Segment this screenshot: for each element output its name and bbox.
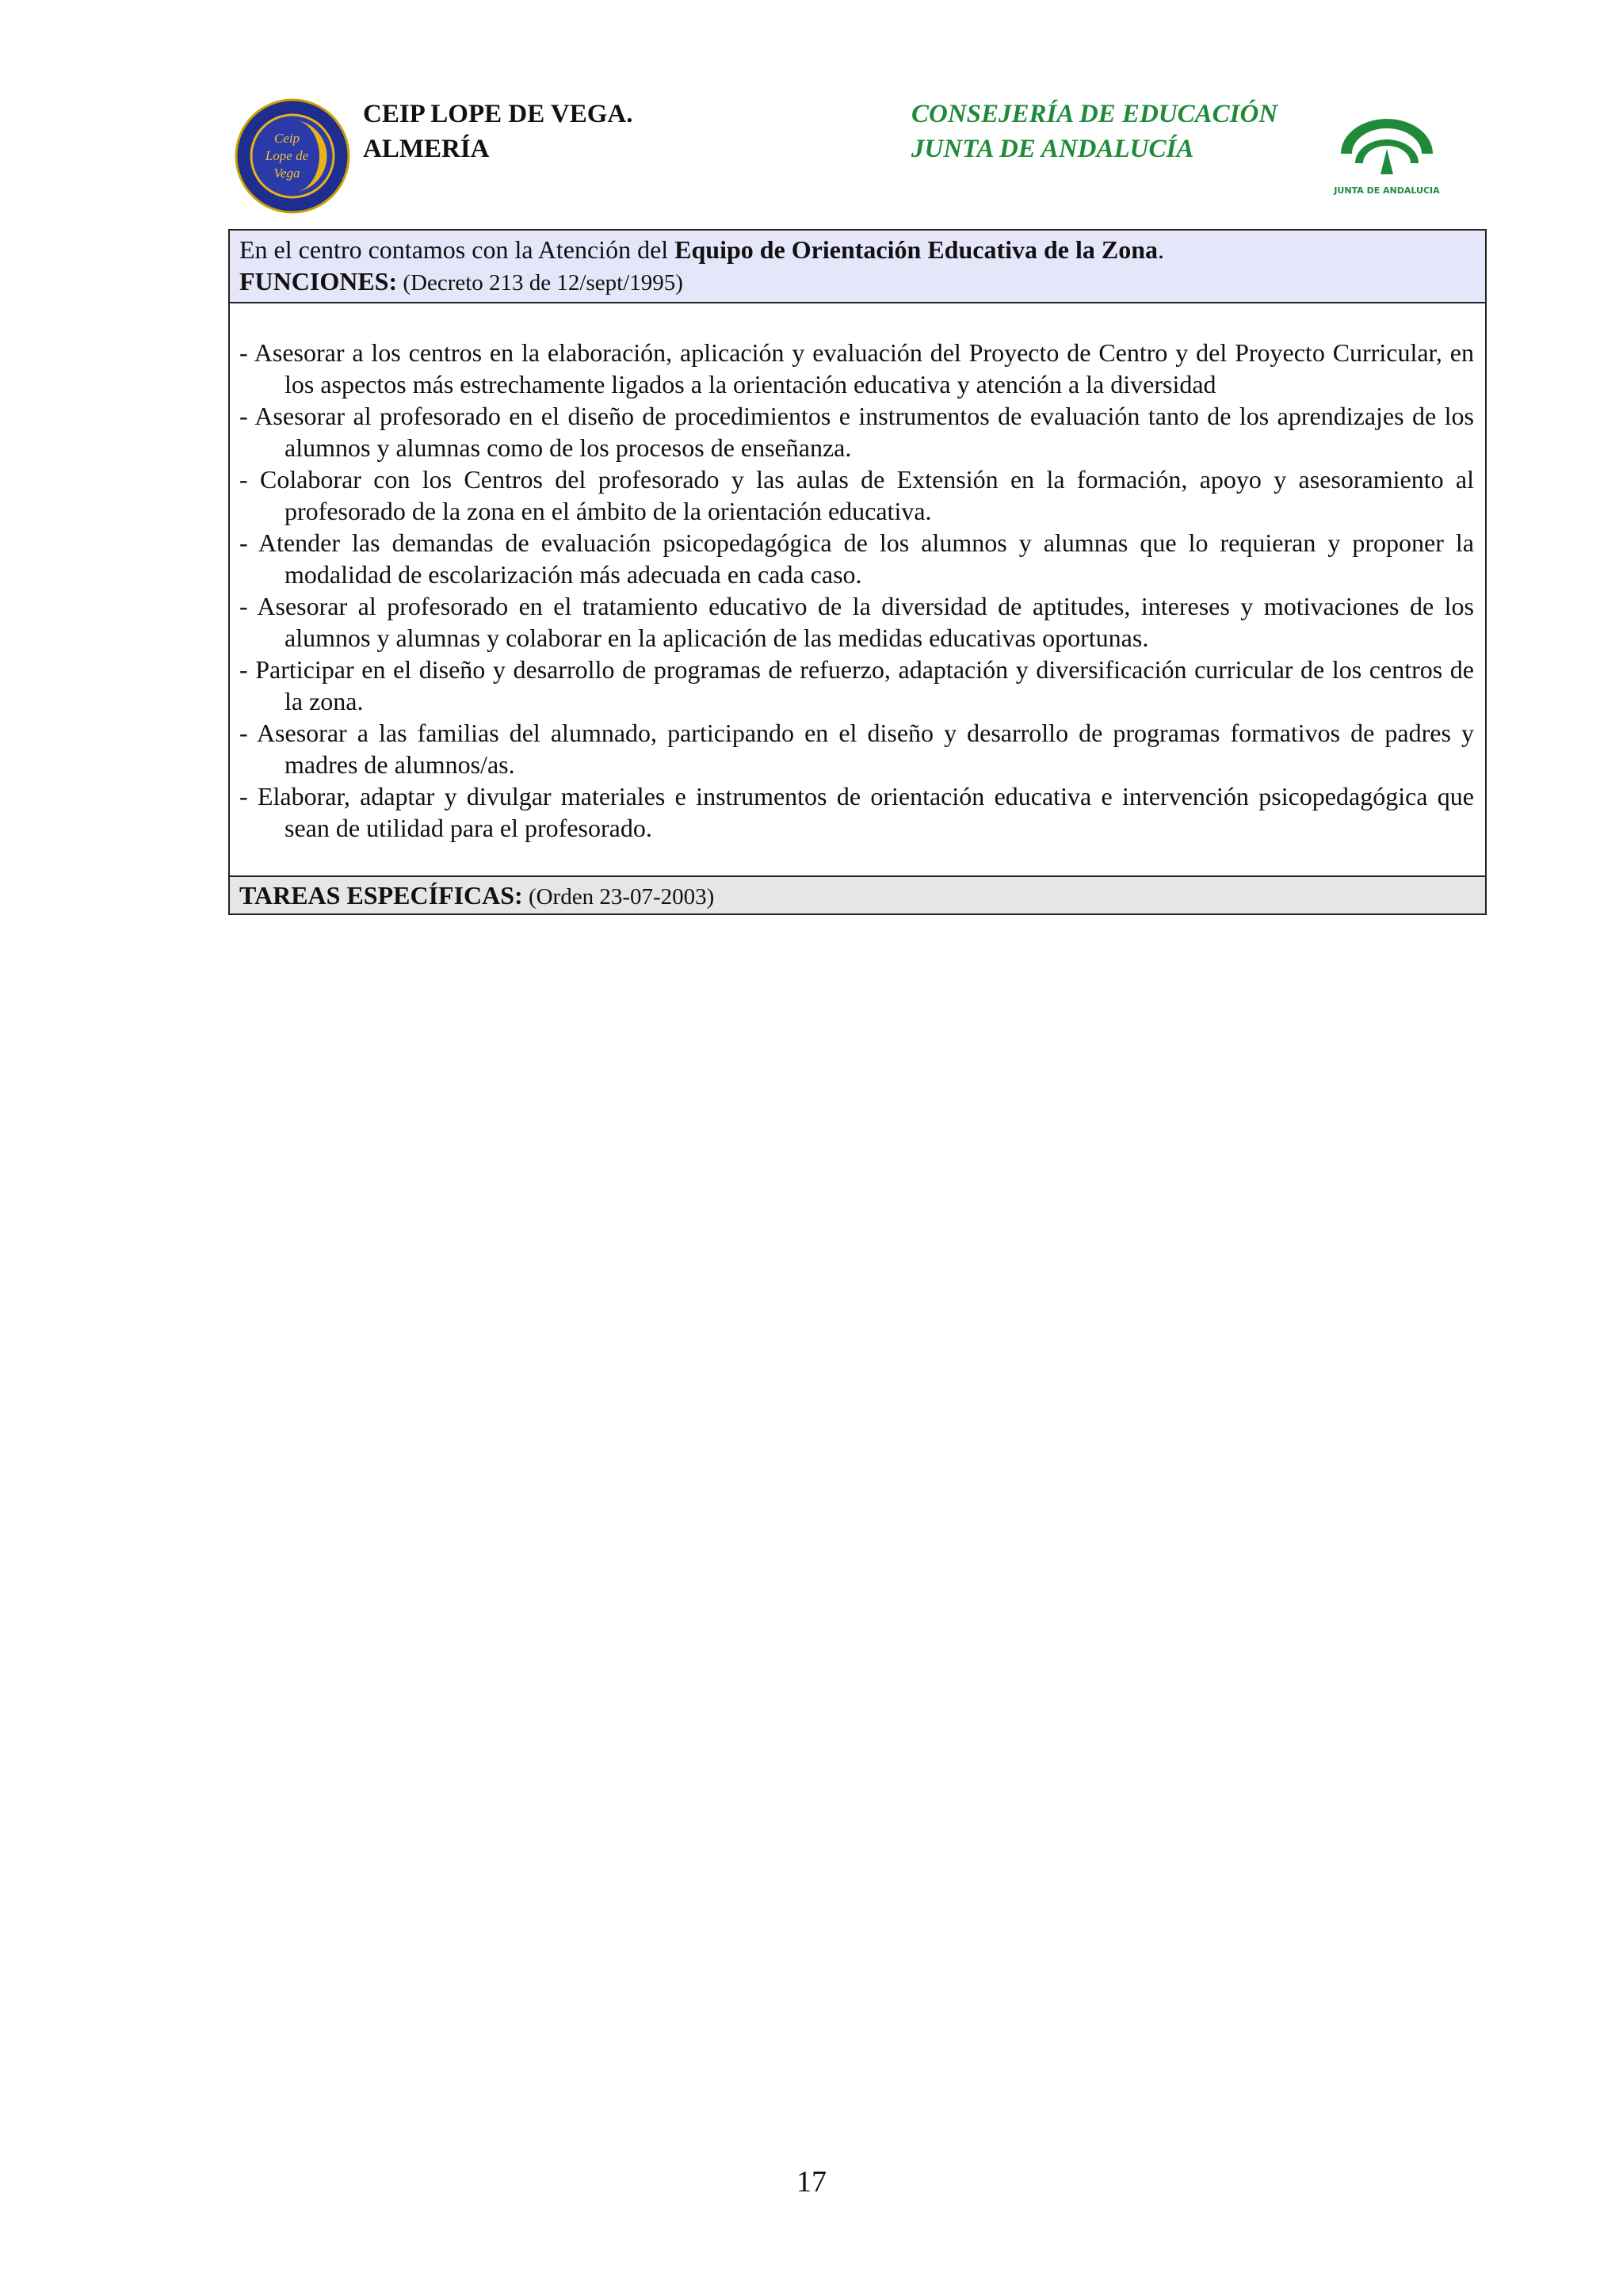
list-item: - Asesorar a los centros en la elaboración, aplicación y evaluación del Proyecto de Centro y del Proyecto Curricular, en los aspectos más estrechamente ligados a la orientación educativa y atención a la diversidad <box>239 338 1474 399</box>
tareas-header <box>230 875 1485 913</box>
tareas-label: TAREAS ESPECÍFICAS: <box>239 881 523 910</box>
consejeria-line1: CONSEJERÍA DE EDUCACIÓN <box>911 100 1278 128</box>
school-name-line2: ALMERÍA <box>363 135 490 163</box>
school-name <box>363 97 632 166</box>
seal-text-3: Vega <box>273 166 300 181</box>
junta-andalucia-icon <box>1331 105 1442 200</box>
funciones-label: FUNCIONES: <box>239 267 398 296</box>
funciones-ref: (Decreto 213 de 12/sept/1995) <box>397 270 683 296</box>
intro-prefix: En el centro contamos con la Atención del <box>239 235 675 264</box>
list-item: - Asesorar a las familias del alumnado, participando en el diseño y desarrollo de programas formativos de padres y madres de alumnos/as. <box>239 719 1474 779</box>
content-box <box>228 229 1487 915</box>
consejeria-line2: JUNTA DE ANDALUCÍA <box>911 135 1194 163</box>
intro-suffix: . <box>1158 235 1165 264</box>
consejeria-name <box>911 97 1277 166</box>
intro-line <box>239 234 1476 265</box>
intro-bold: Equipo de Orientación Educativa de la Zona <box>674 235 1159 264</box>
junta-logo-caption: JUNTA DE ANDALUCIA <box>1334 185 1440 196</box>
list-item: - Participar en el diseño y desarrollo de programas de refuerzo, adaptación y diversificación curricular de los centros de la zona. <box>239 655 1474 715</box>
page-number: 17 <box>796 2165 827 2199</box>
list-item: - Colaborar con los Centros del profesorado y las aulas de Extensión en la formación, apoyo y asesoramiento al profesorado de la zona en el ámbito de la orientación educativa. <box>239 465 1474 525</box>
school-seal-icon <box>235 98 350 214</box>
page-header <box>230 93 1466 220</box>
section-header <box>230 231 1485 303</box>
seal-text-2: Lope de <box>265 148 309 163</box>
functions-list <box>230 303 1485 875</box>
list-item: - Elaborar, adaptar y divulgar materiales e instrumentos de orientación educativa e intervención psicopedagógica que sean de utilidad para el profesorado. <box>239 782 1474 842</box>
list-item: - Asesorar al profesorado en el diseño de procedimientos e instrumentos de evaluación tanto de los aprendizajes de los alumnos y alumnas como de los procesos de enseñanza. <box>239 402 1474 462</box>
school-name-line1: CEIP LOPE DE VEGA. <box>363 100 633 128</box>
list-item: - Asesorar al profesorado en el tratamiento educativo de la diversidad de aptitudes, intereses y motivaciones de los alumnos y alumnas y colaborar en la aplicación de las medidas educativas oportunas. <box>239 592 1474 652</box>
seal-text-1: Ceip <box>273 131 300 146</box>
tareas-ref: (Orden 23-07-2003) <box>522 884 715 910</box>
funciones-line <box>239 265 1476 299</box>
list-item: - Atender las demandas de evaluación psicopedagógica de los alumnos y alumnas que lo requieran y proponer la modalidad de escolarización más adecuada en cada caso. <box>239 528 1474 589</box>
